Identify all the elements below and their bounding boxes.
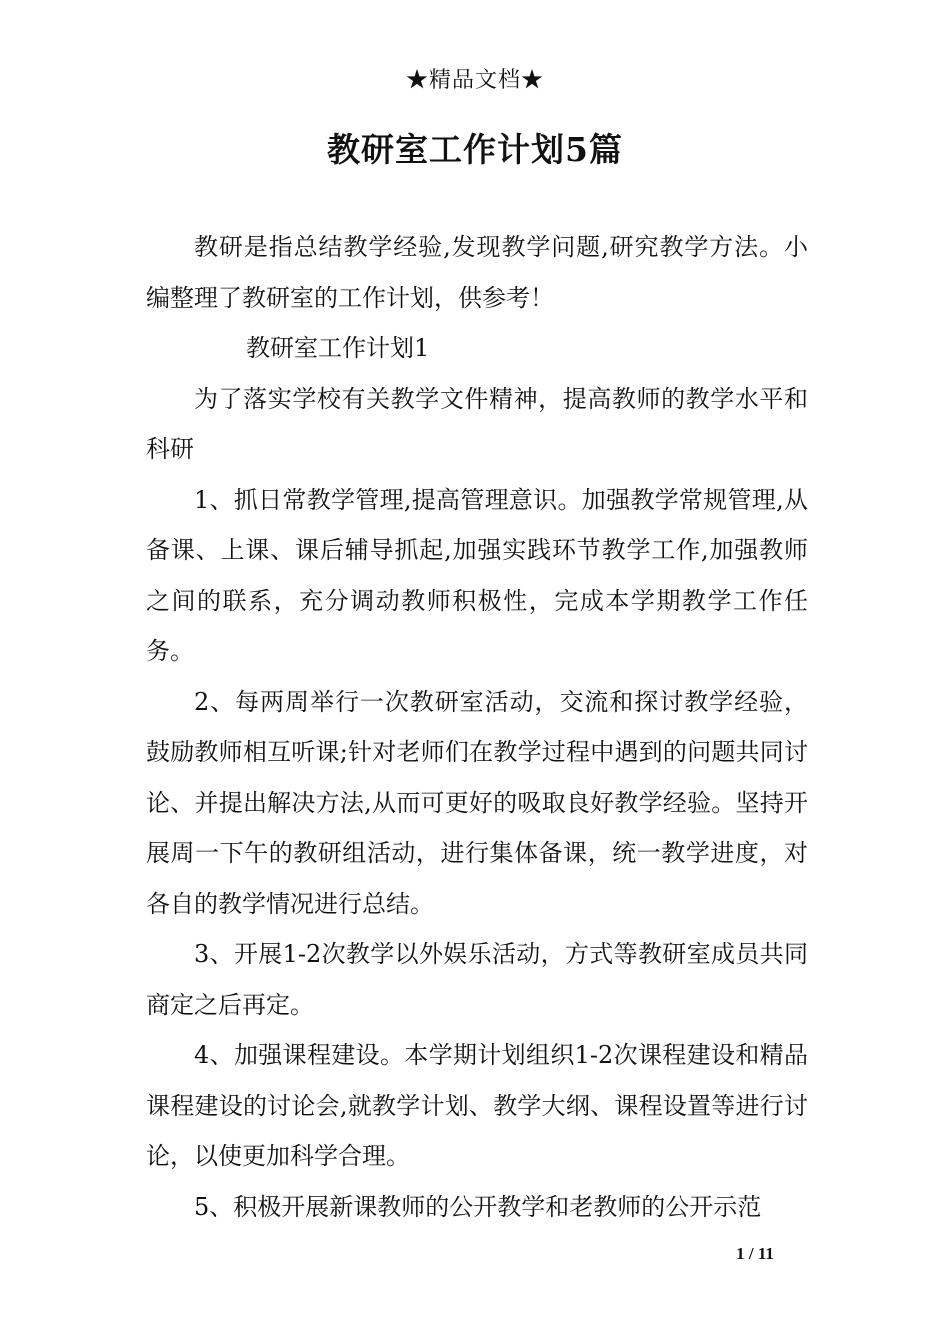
page-number: 1 / 11 (736, 1244, 774, 1263)
body-paragraph: 1、抓日常教学管理,提高管理意识。加强教学常规管理,从备课、上课、课后辅导抓起,加强实践环节教学工作,加强教师之间的联系，充分调动教师积极性，完成本学期教学工作任务。 (146, 485, 808, 665)
document-title: 教研室工作计划5篇 (327, 130, 623, 169)
document-body (146, 222, 808, 1232)
section-heading: 教研室工作计划1 (246, 334, 430, 362)
header-banner: ★精品文档★ (405, 68, 544, 93)
body-paragraph: 为了落实学校有关教学文件精神，提高教师的教学水平和科研 (146, 384, 808, 463)
body-paragraph: 3、开展1-2次教学以外娱乐活动，方式等教研室成员共同商定之后再定。 (146, 940, 808, 1019)
intro-paragraph: 教研是指总结教学经验,发现教学问题,研究教学方法。小编整理了教研室的工作计划，供参考！ (146, 233, 808, 312)
body-paragraph: 5、积极开展新课教师的公开教学和老教师的公开示范 (194, 1192, 762, 1221)
body-paragraph: 4、加强课程建设。本学期计划组织1-2次课程建设和精品课程建设的讨论会,就教学计划、教学大纲、课程设置等进行讨论，以使更加科学合理。 (146, 1041, 808, 1170)
body-paragraph: 2、每两周举行一次教研室活动，交流和探讨教学经验，鼓励教师相互听课;针对老师们在教学过程中遇到的问题共同讨论、并提出解决方法,从而可更好的吸取良好教学经验。坚持开展周一下午的教研组活动，进行集体备课，统一教学进度，对各自的教学情况进行总结。 (146, 687, 808, 918)
